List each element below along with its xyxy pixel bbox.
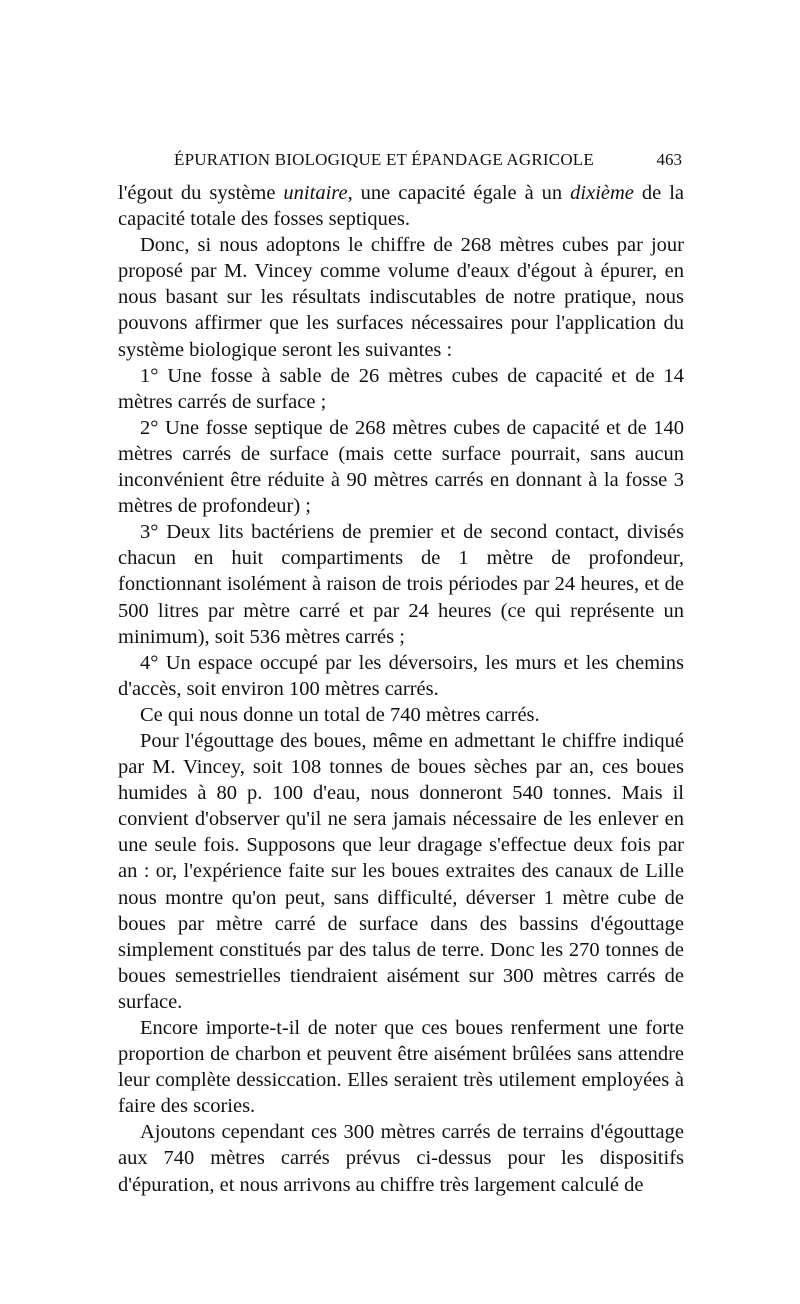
paragraph-conclusion: Ajoutons cependant ces 300 mètres carrés de terrains d'égouttage aux 740 mètres carrés prévus ci-dessus pour les dispositifs d'épuration, et nous arrivons au chiffre très largement calculé de — [118, 1121, 684, 1196]
paragraph-total: Ce qui nous donne un total de 740 mètres carrés. — [140, 703, 540, 726]
body-text — [118, 180, 684, 1198]
italic-term: unitaire — [283, 182, 348, 204]
paragraph-charcoal: Encore importe-t-il de noter que ces boues renferment une forte proportion de charbon et peuvent être aisément brûlées sans attendre leur complète dessiccation. Elles seraient très utilement employées à faire des scories. — [118, 1017, 684, 1118]
text-run: de la capacité totale des fosses septiques. — [118, 182, 685, 231]
paragraph: Donc, si nous adoptons le chiffre de 268 mètres cubes par jour proposé par M. Vincey comme volume d'eaux d'égout à épurer, en nous basant sur les résultats indiscutables de notre pratique, nous pouvons affirmer que les surfaces nécessaires pour l'application du système biologique seront les suivantes : — [118, 234, 684, 361]
list-item-weirs-space: 4° Un espace occupé par les déversoirs, les murs et les chemins d'accès, soit environ 100 mètres carrés. — [118, 651, 684, 700]
running-title: ÉPURATION BIOLOGIQUE ET ÉPANDAGE AGRICOLE — [174, 150, 594, 169]
list-item-sand-pit: 1° Une fosse à sable de 26 mètres cubes de capacité et de 14 mètres carrés de surface ; — [118, 364, 684, 413]
page-header — [118, 150, 684, 176]
italic-term: dixième — [570, 182, 634, 204]
paragraph-sludge: Pour l'égouttage des boues, même en admettant le chiffre indiqué par M. Vincey, soit 108 tonnes de boues sèches par an, ces boues humides à 80 p. 100 d'eau, nous donneront 540 tonnes. Mais il convient d'observer qu'il ne sera jamais nécessaire de les enlever en une seule fois. Supposons que leur dragage s'effectue deux fois par an : or, l'expérience faite sur les boues extraites des canaux de Lille nous montre qu'on peut, sans difficulté, déverser 1 mètre cube de boues par mètre carré de surface dans des bassins d'égouttage simplement constitués par des talus de terre. Donc les 270 tonnes de boues semestrielles tiendraient aisément sur 300 mètres carrés de surface. — [118, 729, 684, 1013]
list-item-septic-tank: 2° Une fosse septique de 268 mètres cubes de capacité et de 140 mètres carrés de surface (mais cette surface pourrait, sans aucun inconvénient être réduite à 90 mètres carrés en donnant à la fosse 3 mètres de profondeur) ; — [118, 416, 684, 518]
text-run: , une capacité égale à un — [347, 182, 571, 204]
page-number: 463 — [656, 150, 682, 169]
list-item-bacterial-beds: 3° Deux lits bactériens de premier et de second contact, divisés chacun en huit compartiments de 1 mètre de profondeur, fonctionnant isolément à raison de trois périodes par 24 heures, et de 500 litres par mètre carré et par 24 heures (ce qui représente un minimum), soit 536 mètres carrés ; — [118, 521, 684, 648]
text-run: l'égout du système — [118, 182, 284, 204]
paragraph-continuation — [118, 180, 684, 232]
